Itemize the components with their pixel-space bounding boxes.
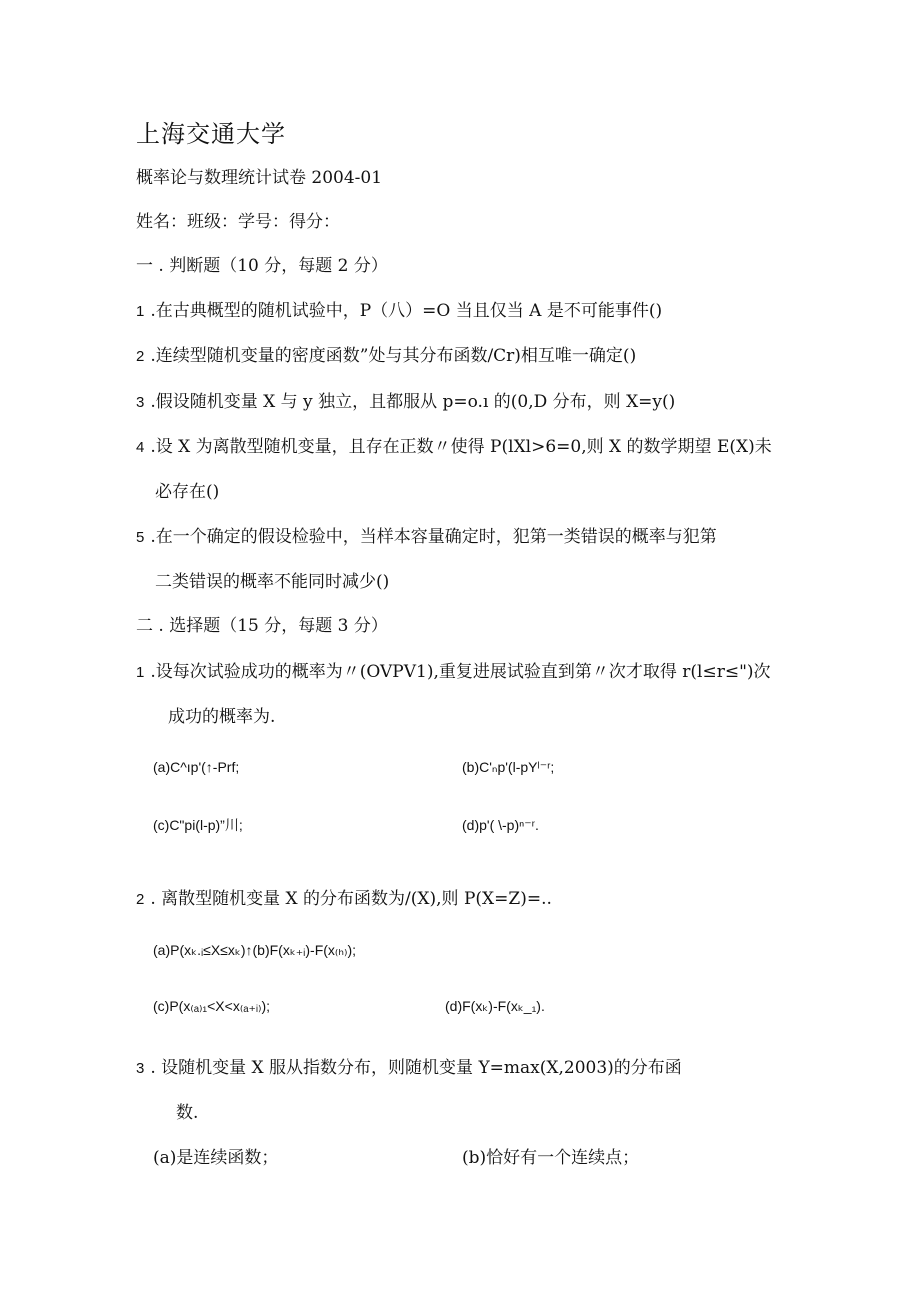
s2-q1-option-b: (b)C'ₙp'(l-pYˡ⁻ʳ; xyxy=(462,759,555,775)
s1-item-5-num: 5 xyxy=(136,529,145,546)
section2-title: 二 . 选择题（15 分，每题 3 分） xyxy=(136,616,388,636)
s2-q1-num: 1 xyxy=(136,664,145,681)
s1-item-2 xyxy=(136,344,636,369)
s1-item-1-text: .在古典概型的随机试验中，P（八）=O 当且仅当 A 是不可能事件() xyxy=(150,301,663,321)
s1-item-4-num: 4 xyxy=(136,439,145,456)
s2-q3-option-a: (a)是连续函数； xyxy=(153,1148,279,1168)
s2-q3-option-b: (b)恰好有一个连续点； xyxy=(462,1148,640,1168)
s1-item-3-num: 3 xyxy=(136,394,145,411)
s1-item-4-cont: 必存在() xyxy=(155,482,220,502)
s2-q2-option-d: (d)F(xₖ)-F(xₖ_₁). xyxy=(445,998,545,1014)
section1-title: 一 . 判断题（10 分，每题 2 分） xyxy=(136,256,388,276)
s2-q2-text: . 离散型随机变量 X 的分布函数为/(X),则 P(X=Z)=.. xyxy=(150,889,552,909)
s2-q1 xyxy=(136,660,771,685)
s1-item-3-text: .假设随机变量 X 与 y 独立，且都服从 p=o.ı 的(0,D 分布，则 X=y() xyxy=(150,392,676,412)
s2-q3-num: 3 xyxy=(136,1060,145,1077)
s1-item-1 xyxy=(136,299,662,324)
s2-q2-num: 2 xyxy=(136,891,145,908)
s2-q1-option-d: (d)p'( \-p)ⁿ⁻ʳ. xyxy=(462,817,539,833)
student-info: 姓名：班级：学号：得分： xyxy=(136,212,340,232)
s2-q1-option-a: (a)C^ıp'(↑-Prf; xyxy=(153,759,240,775)
s2-q3 xyxy=(136,1056,682,1081)
s2-q1-option-c: (c)C"pi(l-p)”川; xyxy=(153,817,243,833)
s2-q3-text: . 设随机变量 X 服从指数分布，则随机变量 Y=max(X,2003)的分布函 xyxy=(150,1058,682,1078)
s1-item-5-text: .在一个确定的假设检验中，当样本容量确定时，犯第一类错误的概率与犯第 xyxy=(150,527,717,547)
exam-title: 概率论与数理统计试卷 2004-01 xyxy=(136,168,383,188)
s2-q1-cont: 成功的概率为. xyxy=(168,707,276,727)
school-title: 上海交通大学 xyxy=(136,120,286,148)
s1-item-4 xyxy=(136,435,772,460)
s1-item-1-num: 1 xyxy=(136,303,145,320)
s2-q3-cont: 数. xyxy=(176,1103,199,1123)
s1-item-2-num: 2 xyxy=(136,348,145,365)
s1-item-2-text: .连续型随机变量的密度函数”处与其分布函数/Cr)相互唯一确定() xyxy=(150,346,637,366)
s2-q2-option-c: (c)P(x₍ₐ₎₁<X<x₍ₐ₊ᵢ₎); xyxy=(153,998,271,1014)
s2-q2 xyxy=(136,887,552,912)
s2-q2-option-ab: (a)P(xₖ.ᵢ≤X≤xₖ)↑(b)F(xₖ₊ᵢ)-F(x₍ₕ₎); xyxy=(153,942,356,958)
s1-item-5-cont: 二类错误的概率不能同时减少() xyxy=(155,572,390,592)
s1-item-5 xyxy=(136,525,717,550)
s1-item-3 xyxy=(136,390,675,415)
s1-item-4-text: .设 X 为离散型随机变量，且存在正数〃使得 P(lXl>6=0,则 X 的数学期望 E(X)未 xyxy=(150,437,772,457)
s2-q1-text: .设每次试验成功的概率为〃(OVPV1),重复进展试验直到第〃次才取得 r(l≤r≤")次 xyxy=(150,662,771,682)
